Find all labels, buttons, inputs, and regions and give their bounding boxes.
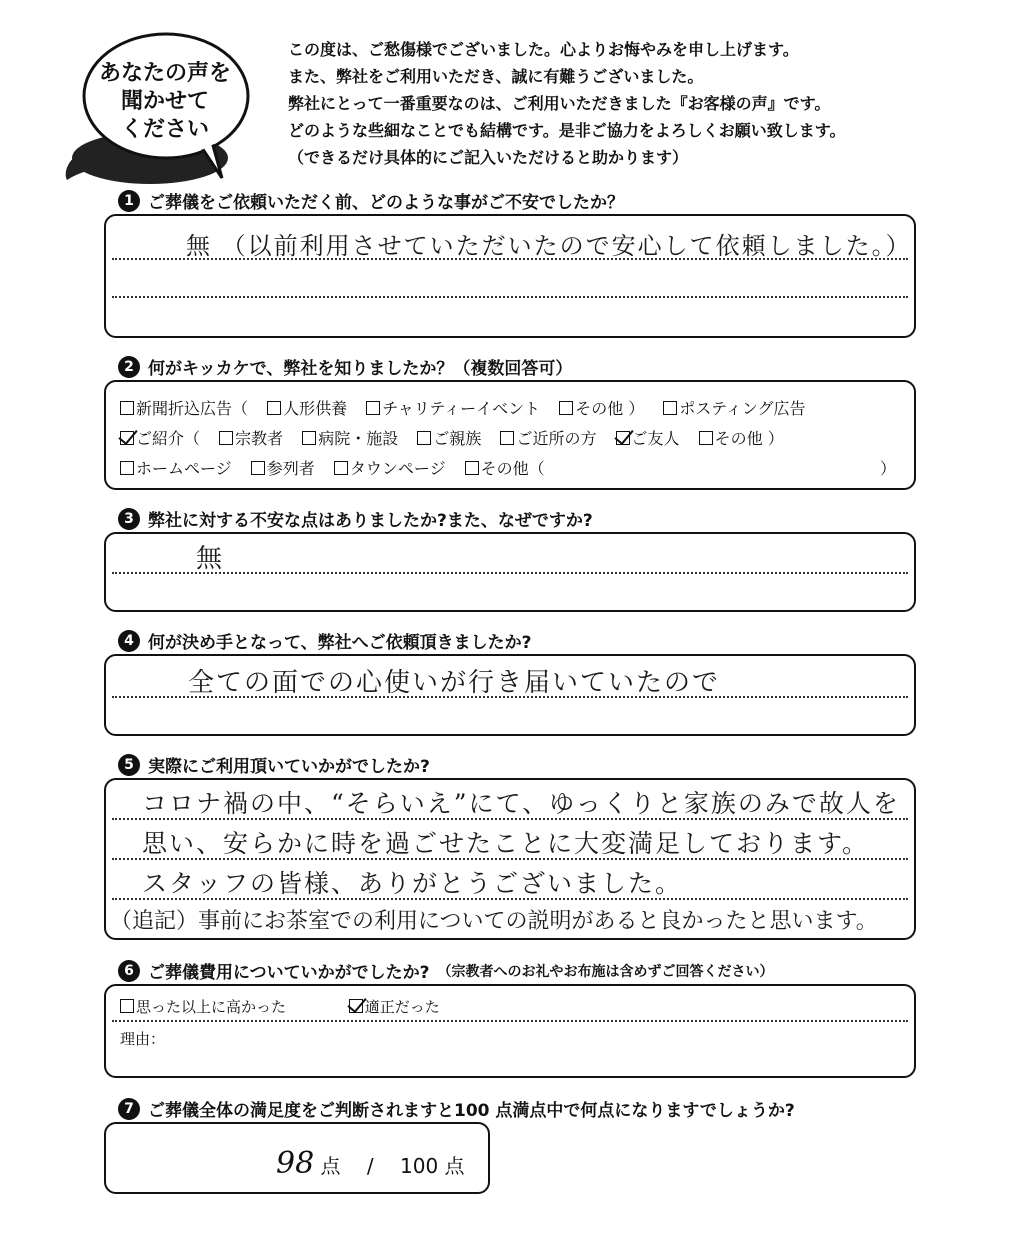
checkbox[interactable] xyxy=(366,401,380,415)
option-charity-event[interactable]: チャリティーイベント xyxy=(366,396,540,419)
intro-line: 弊社にとって一番重要なのは、ご利用いただきました『お客様の声』です。 xyxy=(288,94,831,113)
option-newspaper[interactable]: 新聞折込広告（ xyxy=(120,396,248,419)
checkbox[interactable] xyxy=(500,431,514,445)
checkbox-checked[interactable] xyxy=(349,999,363,1013)
question-text: ご葬儀全体の満足度をご判断されますと100 点満点中で何点になりますでしょうか? xyxy=(148,1101,795,1121)
dotted-line xyxy=(112,572,908,574)
answer-box-3[interactable] xyxy=(104,532,916,612)
answer-box-5[interactable] xyxy=(104,778,916,940)
question-7-title xyxy=(118,1096,795,1121)
question-number: 7 xyxy=(118,1098,140,1120)
checkbox[interactable] xyxy=(120,401,134,415)
question-text: 何が決め手となって、弊社へご依頼頂きましたか? xyxy=(148,633,532,653)
handwritten-line: コロナ禍の中、“そらいえ”にて、ゆっくりと家族のみで故人を xyxy=(142,789,900,818)
question-number: 5 xyxy=(118,754,140,776)
question-4-title xyxy=(118,628,532,653)
question-number: 6 xyxy=(118,960,140,982)
question-6-title xyxy=(118,958,774,983)
checkbox-checked[interactable] xyxy=(616,431,630,445)
handwritten-line: （追記）事前にお茶室での利用についての説明があると良かったと思います。 xyxy=(110,909,878,934)
checkbox[interactable] xyxy=(417,431,431,445)
speech-bubble xyxy=(62,30,262,180)
intro-line: （できるだけ具体的にご記入いただけると助かります） xyxy=(288,148,689,167)
checkbox-checked[interactable] xyxy=(120,431,134,445)
question-text: 何がキッカケで、弊社を知りましたか？（複数回答可） xyxy=(148,359,573,379)
checkbox[interactable] xyxy=(559,401,573,415)
checkbox[interactable] xyxy=(699,431,713,445)
checkbox[interactable] xyxy=(465,461,479,475)
dotted-line xyxy=(112,1020,908,1022)
question-number: 1 xyxy=(118,190,140,212)
score-slash: / xyxy=(366,1154,374,1178)
closing-paren: ） xyxy=(880,459,897,478)
checkbox[interactable] xyxy=(219,431,233,445)
reason-label: 理由： xyxy=(120,1030,166,1048)
option-posting-ad[interactable]: ポスティング広告 xyxy=(663,396,805,419)
score-value: 98 xyxy=(276,1146,315,1181)
question-text: 実際にご利用頂いていかがでしたか? xyxy=(148,757,430,777)
option-other-1[interactable]: その他 ） xyxy=(559,396,644,419)
answer-box-1[interactable] xyxy=(104,214,916,338)
question-number: 4 xyxy=(118,630,140,652)
option-referral[interactable]: ご紹介（ xyxy=(120,426,200,449)
question-number: 2 xyxy=(118,356,140,378)
option-relatives[interactable]: ご親族 xyxy=(417,426,481,449)
checkbox[interactable] xyxy=(334,461,348,475)
question-1-title xyxy=(118,188,624,213)
question-text: ご葬儀をご依頼いただく前、どのような事がご不安でしたか？ xyxy=(148,193,624,213)
question-3-title xyxy=(118,506,593,531)
score-max: 100 点 xyxy=(400,1154,465,1178)
option-other-3[interactable]: その他（ xyxy=(465,456,545,479)
handwritten-answer: 無 xyxy=(196,544,225,574)
handwritten-line: 思い、安らかに時を過ごせたことに大変満足しております。 xyxy=(142,829,870,858)
dotted-line xyxy=(112,296,908,298)
question-5-title xyxy=(118,752,430,777)
bubble-text: あなたの声を 聞かせて ください xyxy=(98,61,231,142)
handwritten-answer: 無 （以前利用させていただいたので安心して依頼しました。） xyxy=(186,232,912,260)
checkbox[interactable] xyxy=(267,401,281,415)
cost-options xyxy=(120,996,454,1017)
option-doll-memorial[interactable]: 人形供養 xyxy=(267,396,347,419)
score-unit: 点 xyxy=(320,1154,341,1178)
option-clergy[interactable]: 宗教者 xyxy=(219,426,283,449)
option-attendee[interactable]: 参列者 xyxy=(251,456,315,479)
options-row-3 xyxy=(120,456,900,479)
question-subtitle: （宗教者へのお礼やお布施は含めずご回答ください） xyxy=(437,963,774,980)
intro-text xyxy=(288,36,988,171)
intro-line: また、弊社をご利用いただき、誠に有難うございました。 xyxy=(288,67,704,86)
answer-box-4[interactable] xyxy=(104,654,916,736)
option-town-page[interactable]: タウンページ xyxy=(334,456,446,479)
options-row-1 xyxy=(120,396,820,419)
handwritten-answer: 全ての面での心使いが行き届いていたので xyxy=(188,668,721,698)
option-hospital[interactable]: 病院・施設 xyxy=(302,426,398,449)
option-reasonable[interactable]: 適正だった xyxy=(349,996,440,1017)
score-display xyxy=(276,1146,465,1181)
option-other-2[interactable]: その他 ） xyxy=(699,426,784,449)
checkbox[interactable] xyxy=(120,461,134,475)
option-homepage[interactable]: ホームページ xyxy=(120,456,232,479)
options-row-2 xyxy=(120,426,798,449)
question-text: ご葬儀費用についていかがでしたか? xyxy=(148,963,430,983)
handwritten-line: スタッフの皆様、ありがとうございました。 xyxy=(142,869,683,898)
option-more-expensive[interactable]: 思った以上に高かった xyxy=(120,996,286,1017)
question-number: 3 xyxy=(118,508,140,530)
answer-box-2 xyxy=(104,380,916,490)
intro-line: この度は、ご愁傷様でございました。心よりお悔やみを申し上げます。 xyxy=(288,40,799,59)
answer-box-6 xyxy=(104,984,916,1078)
checkbox[interactable] xyxy=(251,461,265,475)
question-text: 弊社に対する不安な点はありましたか?また、なぜですか? xyxy=(148,511,593,531)
question-2-title xyxy=(118,354,572,379)
checkbox[interactable] xyxy=(663,401,677,415)
checkbox[interactable] xyxy=(120,999,134,1013)
score-box[interactable] xyxy=(104,1122,490,1194)
option-friends[interactable]: ご友人 xyxy=(616,426,680,449)
option-neighbors[interactable]: ご近所の方 xyxy=(500,426,596,449)
checkbox[interactable] xyxy=(302,431,316,445)
intro-line: どのような些細なことでも結構です。是非ご協力をよろしくお願い致します。 xyxy=(288,121,846,140)
